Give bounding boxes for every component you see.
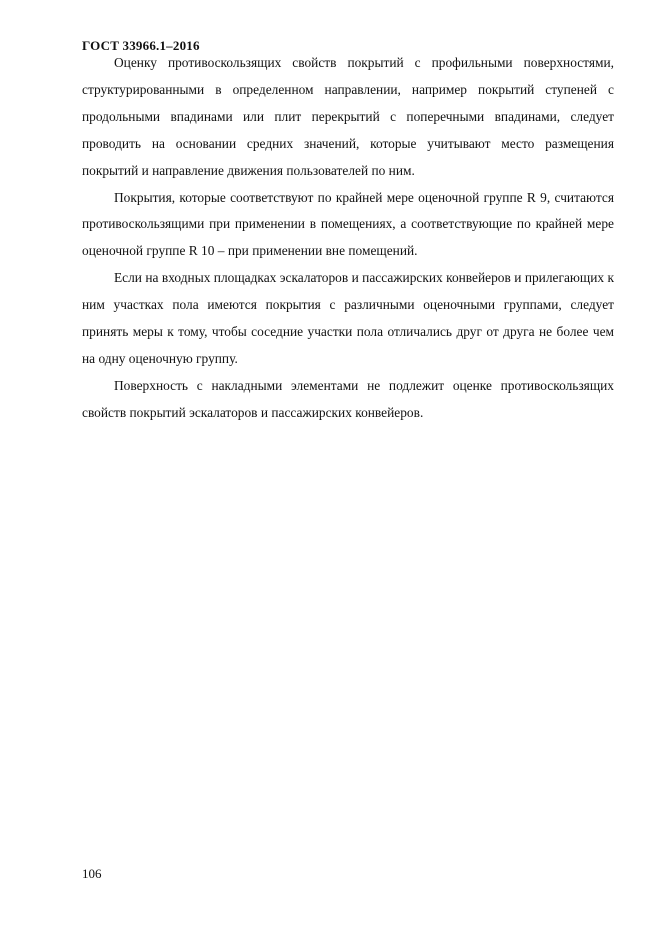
paragraph-rating-groups: Покрытия, которые соответствуют по крайней мере оценочной группе R 9, считаются противоскользящими при применении в помещениях, а соответствующие по крайней мере оценочной группе R 10 – при применении вне помещений. (82, 189, 614, 259)
paragraph-landing-areas: Если на входных площадках эскалаторов и пассажирских конвейеров и прилегающих к ним участках пола имеются покрытия с различными оценочными группами, следует принять меры к тому, чтобы соседние участки пола отличались друг от друга не более чем на одну оценочную группу. (82, 270, 614, 366)
standard-designation: ГОСТ 33966.1–2016 (82, 38, 200, 53)
page-number: 106 (82, 866, 102, 881)
body-text (82, 50, 614, 427)
paragraph-profiled-surfaces: Оценку противоскользящих свойств покрытий с профильными поверхностями, структурированными в определенном направлении, например покрытий ступеней с продольными впадинами или плит перекрытий с поперечными впадинами, следует проводить на основании средних значений, которые учитывают место размещения покрытий и направление движения пользователей по ним. (82, 55, 614, 178)
paragraph-overlay-elements: Поверхность с накладными элементами не подлежит оценке противоскользящих свойств покрытий эскалаторов и пассажирских конвейеров. (82, 377, 614, 420)
